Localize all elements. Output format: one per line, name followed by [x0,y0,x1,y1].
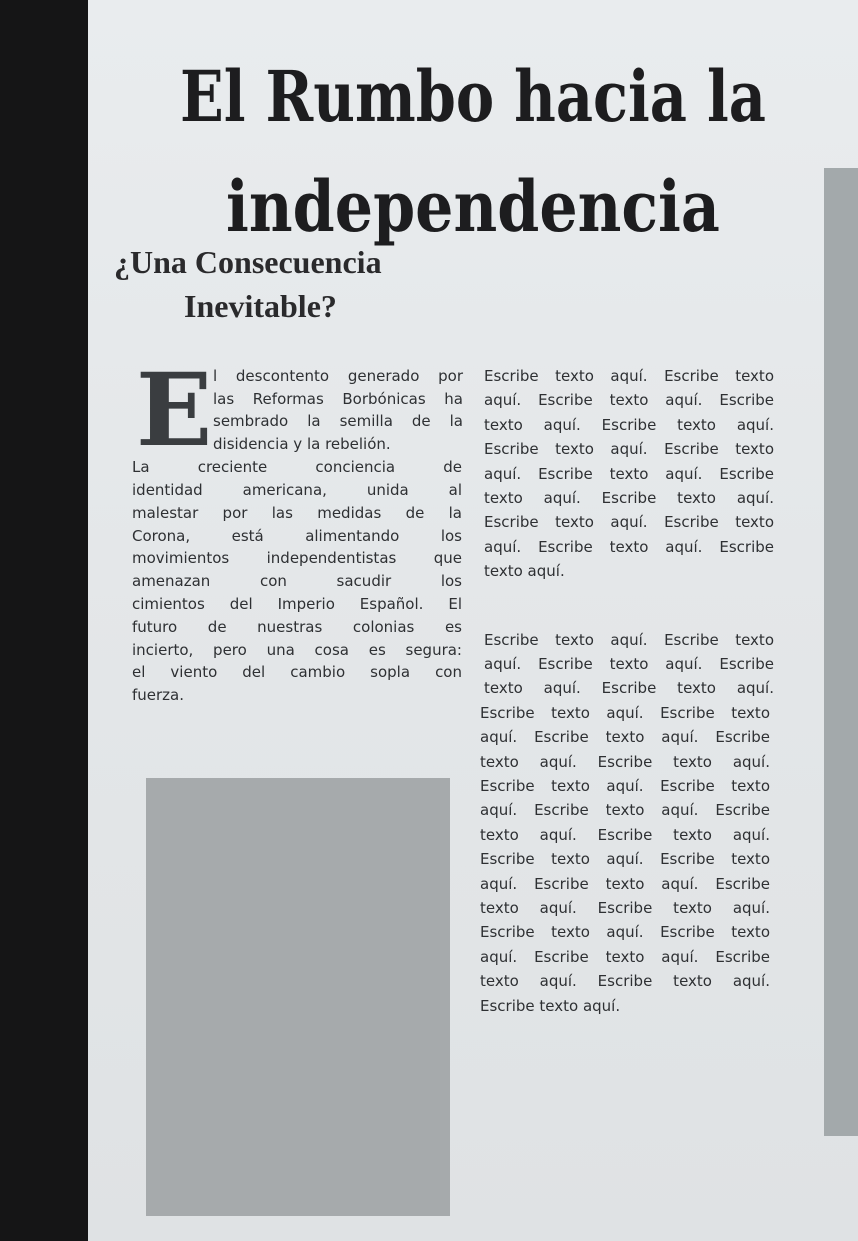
image-placeholder-right [824,168,858,1136]
right-column-line: Escribe texto aquí. Escribe texto [480,850,770,869]
right-column-line: texto aquí. Escribe texto aquí. [484,679,774,698]
right-column-line: Escribe texto aquí. Escribe texto [484,630,774,649]
right-column-line: Escribe texto aquí. Escribe texto [484,367,774,385]
drop-cap: E [136,351,213,469]
right-column-line: texto aquí. Escribe texto aquí. [484,489,774,507]
right-column-line: Escribe texto aquí. Escribe texto [480,777,770,795]
right-column-line: Escribe texto aquí. Escribe texto [480,703,770,722]
newspaper-page [88,0,858,1241]
left-column-line: malestar por las medidas de la [132,503,462,522]
right-column-line: texto aquí. [484,562,565,581]
left-column-line: Corona, está alimentando los [132,526,462,545]
right-column-line: aquí. Escribe texto aquí. Escribe [480,874,770,893]
right-column-line: texto aquí. Escribe texto aquí. [480,972,770,991]
left-column-line: La creciente conciencia de [132,458,462,477]
headline-line-1: El Rumbo hacia la [180,55,766,138]
left-column-line: las Reformas Borbónicas ha [213,389,463,408]
left-column-line: cimientos del Imperio Español. El [132,595,462,613]
right-column-line: aquí. Escribe texto aquí. Escribe [480,801,770,820]
right-column-line: texto aquí. Escribe texto aquí. [480,899,770,917]
right-column-line: aquí. Escribe texto aquí. Escribe [484,391,774,410]
left-column-line: fuerza. [132,686,185,705]
right-column-line: aquí. Escribe texto aquí. Escribe [484,655,774,673]
right-column-line: aquí. Escribe texto aquí. Escribe [480,728,770,747]
subheadline-line-1: ¿Una Consecuencia [114,244,382,280]
left-column-line: amenazan con sacudir los [132,572,462,591]
left-column-line: identidad americana, unida al [132,481,462,499]
headline-line-2: independencia [226,165,720,248]
left-column-line: incierto, pero una cosa es segura: [132,640,462,659]
right-column-line: texto aquí. Escribe texto aquí. [480,752,770,771]
right-column-line: aquí. Escribe texto aquí. Escribe [484,464,774,483]
right-column-line: Escribe texto aquí. Escribe texto [480,923,770,942]
left-column-line: sembrado la semilla de la [213,412,463,430]
left-column-line: disidencia y la rebelión. [213,434,391,453]
right-column-line: texto aquí. Escribe texto aquí. [480,825,770,844]
right-column-line: texto aquí. Escribe texto aquí. [484,415,774,434]
subheadline-line-2: Inevitable? [184,288,337,324]
right-column-line: aquí. Escribe texto aquí. Escribe [484,537,774,556]
right-column-line: Escribe texto aquí. Escribe texto [484,440,774,459]
right-column-line: Escribe texto aquí. Escribe texto [484,513,774,532]
right-column-line: aquí. Escribe texto aquí. Escribe [480,947,770,966]
left-column-line: el viento del cambio sopla con [132,663,462,682]
left-column-line: futuro de nuestras colonias es [132,617,462,636]
left-column-line: l descontento generado por [213,367,463,385]
left-column-line: movimientos independentistas que [132,549,462,568]
right-column-line: Escribe texto aquí. [480,996,621,1015]
image-placeholder-left [146,778,450,1216]
